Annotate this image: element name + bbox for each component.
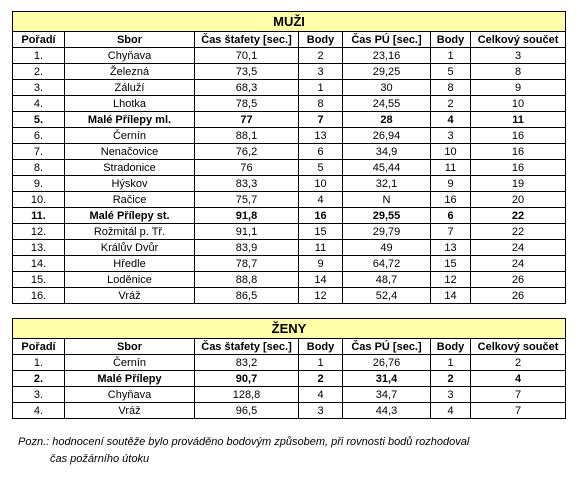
- cell-rank: 10.: [13, 192, 65, 208]
- cell-team: Železná: [65, 64, 195, 80]
- cell-total: 8: [471, 64, 566, 80]
- cell-rank: 9.: [13, 176, 65, 192]
- cell-relay-time: 90,7: [195, 371, 299, 387]
- col-header-rank: Pořadí: [13, 339, 65, 355]
- cell-total: 4: [471, 371, 566, 387]
- col-header-relay-time: Čas štafety [sec.]: [195, 32, 299, 48]
- men-title: MUŽI: [13, 12, 566, 32]
- cell-total: 11: [471, 112, 566, 128]
- cell-attack-time: 34,9: [343, 144, 431, 160]
- cell-attack-points: 4: [431, 112, 471, 128]
- col-header-team: Sbor: [65, 32, 195, 48]
- cell-relay-time: 78,5: [195, 96, 299, 112]
- women-results-table: [12, 318, 566, 419]
- cell-relay-points: 16: [299, 208, 343, 224]
- table-row: [13, 256, 566, 272]
- cell-rank: 6.: [13, 128, 65, 144]
- cell-relay-points: 3: [299, 64, 343, 80]
- cell-total: 3: [471, 48, 566, 64]
- cell-total: 10: [471, 96, 566, 112]
- cell-attack-points: 2: [431, 371, 471, 387]
- cell-attack-time: 24,55: [343, 96, 431, 112]
- cell-total: 22: [471, 208, 566, 224]
- cell-rank: 2.: [13, 371, 65, 387]
- table-row: [13, 387, 566, 403]
- col-header-attack-time: Čas PÚ [sec.]: [343, 339, 431, 355]
- cell-total: 22: [471, 224, 566, 240]
- cell-relay-points: 5: [299, 160, 343, 176]
- cell-attack-time: 28: [343, 112, 431, 128]
- table-row: [13, 355, 566, 371]
- cell-relay-points: 10: [299, 176, 343, 192]
- cell-attack-points: 1: [431, 48, 471, 64]
- cell-attack-time: 49: [343, 240, 431, 256]
- cell-relay-time: 75,7: [195, 192, 299, 208]
- cell-attack-points: 16: [431, 192, 471, 208]
- cell-rank: 1.: [13, 48, 65, 64]
- cell-relay-points: 7: [299, 112, 343, 128]
- cell-relay-time: 68,3: [195, 80, 299, 96]
- cell-team: Vráž: [65, 288, 195, 304]
- cell-team: Stradonice: [65, 160, 195, 176]
- cell-attack-time: 29,79: [343, 224, 431, 240]
- cell-total: 16: [471, 128, 566, 144]
- cell-team: Černín: [65, 355, 195, 371]
- cell-attack-points: 8: [431, 80, 471, 96]
- cell-attack-time: 26,76: [343, 355, 431, 371]
- table-row: [13, 160, 566, 176]
- cell-total: 20: [471, 192, 566, 208]
- cell-team: Lhotka: [65, 96, 195, 112]
- cell-relay-time: 78,7: [195, 256, 299, 272]
- table-row: [13, 80, 566, 96]
- women-header-row: [13, 339, 566, 355]
- table-row: [13, 240, 566, 256]
- col-header-points: Body: [431, 339, 471, 355]
- cell-rank: 1.: [13, 355, 65, 371]
- cell-relay-time: 76: [195, 160, 299, 176]
- cell-relay-points: 15: [299, 224, 343, 240]
- col-header-total: Celkový součet: [471, 32, 566, 48]
- cell-attack-points: 3: [431, 128, 471, 144]
- cell-relay-points: 14: [299, 272, 343, 288]
- cell-team: Račice: [65, 192, 195, 208]
- cell-relay-points: 12: [299, 288, 343, 304]
- cell-rank: 11.: [13, 208, 65, 224]
- table-row: [13, 64, 566, 80]
- table-row: [13, 144, 566, 160]
- cell-total: 16: [471, 144, 566, 160]
- cell-relay-points: 2: [299, 371, 343, 387]
- cell-relay-points: 13: [299, 128, 343, 144]
- cell-relay-time: 88,1: [195, 128, 299, 144]
- cell-total: 7: [471, 387, 566, 403]
- cell-relay-points: 4: [299, 387, 343, 403]
- table-row: [13, 208, 566, 224]
- cell-team: Malé Přílepy: [65, 371, 195, 387]
- col-header-team: Sbor: [65, 339, 195, 355]
- col-header-attack-time: Čas PÚ [sec.]: [343, 32, 431, 48]
- cell-relay-time: 96,5: [195, 403, 299, 419]
- cell-attack-time: 30: [343, 80, 431, 96]
- cell-relay-time: 83,9: [195, 240, 299, 256]
- cell-rank: 13.: [13, 240, 65, 256]
- cell-total: 26: [471, 272, 566, 288]
- table-row: [13, 272, 566, 288]
- cell-rank: 3.: [13, 387, 65, 403]
- cell-attack-time: 48,7: [343, 272, 431, 288]
- cell-relay-time: 91,8: [195, 208, 299, 224]
- cell-attack-points: 2: [431, 96, 471, 112]
- cell-rank: 5.: [13, 112, 65, 128]
- cell-attack-points: 5: [431, 64, 471, 80]
- table-row: [13, 48, 566, 64]
- cell-team: Králův Dvůr: [65, 240, 195, 256]
- cell-attack-time: 31,4: [343, 371, 431, 387]
- col-header-points: Body: [431, 32, 471, 48]
- cell-total: 7: [471, 403, 566, 419]
- cell-relay-points: 9: [299, 256, 343, 272]
- cell-attack-time: N: [343, 192, 431, 208]
- cell-total: 24: [471, 256, 566, 272]
- cell-team: Malé Přílepy ml.: [65, 112, 195, 128]
- cell-team: Nenačovice: [65, 144, 195, 160]
- cell-total: 2: [471, 355, 566, 371]
- cell-relay-time: 70,1: [195, 48, 299, 64]
- table-row: [13, 288, 566, 304]
- cell-total: 16: [471, 160, 566, 176]
- cell-relay-time: 128,8: [195, 387, 299, 403]
- cell-rank: 4.: [13, 96, 65, 112]
- cell-attack-points: 7: [431, 224, 471, 240]
- cell-relay-time: 83,2: [195, 355, 299, 371]
- cell-team: Rožmitál p. Tř.: [65, 224, 195, 240]
- cell-relay-time: 77: [195, 112, 299, 128]
- cell-attack-points: 13: [431, 240, 471, 256]
- cell-rank: 16.: [13, 288, 65, 304]
- table-row: [13, 224, 566, 240]
- cell-rank: 8.: [13, 160, 65, 176]
- col-header-points: Body: [299, 339, 343, 355]
- cell-relay-points: 8: [299, 96, 343, 112]
- cell-relay-time: 86,5: [195, 288, 299, 304]
- men-results-table: [12, 11, 566, 304]
- cell-relay-time: 76,2: [195, 144, 299, 160]
- cell-attack-time: 52,4: [343, 288, 431, 304]
- cell-attack-points: 14: [431, 288, 471, 304]
- col-header-points: Body: [299, 32, 343, 48]
- cell-rank: 15.: [13, 272, 65, 288]
- cell-relay-time: 91,1: [195, 224, 299, 240]
- cell-rank: 14.: [13, 256, 65, 272]
- footnote-line-1: Pozn.: hodnocení soutěže bylo prováděno bodovým způsobem, při rovnosti bodů rozhodoval: [18, 436, 470, 448]
- cell-attack-points: 4: [431, 403, 471, 419]
- cell-total: 24: [471, 240, 566, 256]
- table-row: [13, 96, 566, 112]
- cell-rank: 4.: [13, 403, 65, 419]
- cell-attack-points: 12: [431, 272, 471, 288]
- cell-attack-points: 1: [431, 355, 471, 371]
- cell-relay-points: 2: [299, 48, 343, 64]
- cell-attack-points: 10: [431, 144, 471, 160]
- cell-attack-time: 45,44: [343, 160, 431, 176]
- cell-rank: 7.: [13, 144, 65, 160]
- col-header-rank: Pořadí: [13, 32, 65, 48]
- cell-attack-time: 32,1: [343, 176, 431, 192]
- table-row: [13, 371, 566, 387]
- cell-relay-time: 73,5: [195, 64, 299, 80]
- cell-total: 9: [471, 80, 566, 96]
- cell-attack-time: 44,3: [343, 403, 431, 419]
- cell-relay-points: 1: [299, 355, 343, 371]
- cell-relay-points: 3: [299, 403, 343, 419]
- cell-total: 26: [471, 288, 566, 304]
- cell-attack-points: 9: [431, 176, 471, 192]
- cell-attack-points: 3: [431, 387, 471, 403]
- cell-attack-time: 34,7: [343, 387, 431, 403]
- table-row: [13, 192, 566, 208]
- cell-rank: 2.: [13, 64, 65, 80]
- cell-team: Hýskov: [65, 176, 195, 192]
- cell-relay-time: 88,8: [195, 272, 299, 288]
- cell-relay-points: 11: [299, 240, 343, 256]
- cell-attack-time: 23,16: [343, 48, 431, 64]
- cell-attack-time: 29,55: [343, 208, 431, 224]
- col-header-relay-time: Čas štafety [sec.]: [195, 339, 299, 355]
- cell-team: Malé Přílepy st.: [65, 208, 195, 224]
- cell-relay-points: 4: [299, 192, 343, 208]
- cell-attack-time: 64,72: [343, 256, 431, 272]
- cell-team: Hředle: [65, 256, 195, 272]
- footnote-line-2: čas požárního útoku: [50, 453, 150, 465]
- cell-rank: 3.: [13, 80, 65, 96]
- cell-team: Záluží: [65, 80, 195, 96]
- cell-team: Chyňava: [65, 48, 195, 64]
- cell-attack-points: 6: [431, 208, 471, 224]
- cell-total: 19: [471, 176, 566, 192]
- cell-attack-points: 15: [431, 256, 471, 272]
- table-row: [13, 128, 566, 144]
- cell-relay-points: 1: [299, 80, 343, 96]
- men-header-row: [13, 32, 566, 48]
- table-row: [13, 176, 566, 192]
- cell-team: Loděnice: [65, 272, 195, 288]
- table-row: [13, 403, 566, 419]
- table-row: [13, 112, 566, 128]
- cell-attack-time: 26,94: [343, 128, 431, 144]
- col-header-total: Celkový součet: [471, 339, 566, 355]
- cell-team: Černín: [65, 128, 195, 144]
- cell-relay-time: 83,3: [195, 176, 299, 192]
- cell-team: Chyňava: [65, 387, 195, 403]
- cell-attack-time: 29,25: [343, 64, 431, 80]
- women-title: ŽENY: [13, 319, 566, 339]
- cell-team: Vráž: [65, 403, 195, 419]
- cell-rank: 12.: [13, 224, 65, 240]
- cell-relay-points: 6: [299, 144, 343, 160]
- cell-attack-points: 11: [431, 160, 471, 176]
